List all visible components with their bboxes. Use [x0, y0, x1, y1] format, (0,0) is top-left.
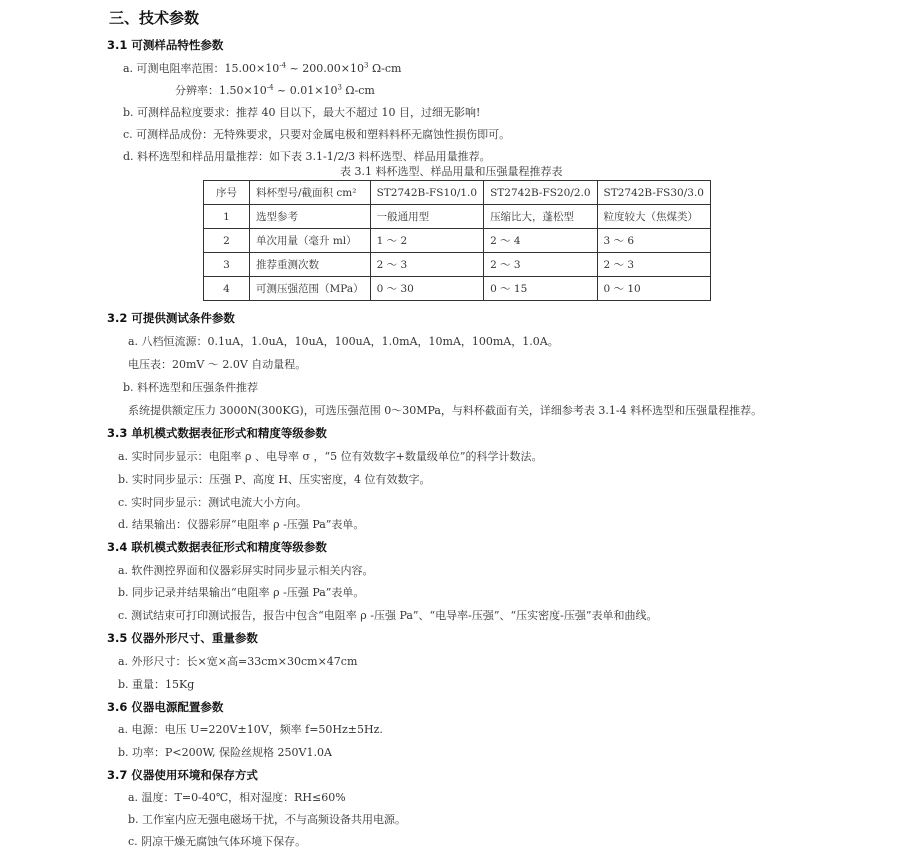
table-cell: 0 ～ 15 — [484, 277, 597, 301]
pressure-condition-line: b. 料杯选型和压强条件推荐 — [123, 381, 259, 394]
current-source-line: a. 八档恒流源：0.1uA，1.0uA，10uA，100uA，1.0mA，10mA，100mA，1.0A。 — [128, 335, 559, 348]
table-row — [204, 253, 711, 277]
section-title: 三、技术参数 — [109, 9, 200, 27]
heading-3-4: 3.4 联机模式数据表征形式和精度等级参数 — [107, 540, 327, 554]
table-header-cell: 料杯型号/截面积 cm² — [250, 181, 371, 205]
cup-selection-line: d. 料杯选型和样品用量推荐：如下表 3.1-1/2/3 料杯选型、样品用量推荐。 — [123, 150, 491, 163]
weight-line: b. 重量：15Kg — [118, 678, 195, 691]
power-supply-line: a. 电源：电压 U=220V±10V，频率 f=50Hz±5Hz. — [118, 723, 383, 736]
table-cell: 2 ～ 3 — [484, 253, 597, 277]
power-rating-line: b. 功率：P<200W, 保险丝规格 250V1.0A — [118, 746, 332, 759]
table-header-row — [204, 181, 711, 205]
heading-3-6: 3.6 仪器电源配置参数 — [107, 700, 224, 714]
table-cell: 4 — [204, 277, 250, 301]
standalone-display-c: c. 实时同步显示：测试电流大小方向。 — [118, 496, 308, 509]
storage-line: c. 阴凉干燥无腐蚀气体环境下保存。 — [128, 835, 307, 848]
table-cell: 压缩比大，蓬松型 — [484, 205, 597, 229]
interference-line: b. 工作室内应无强电磁场干扰，不与高频设备共用电源。 — [128, 813, 407, 826]
table-row — [204, 205, 711, 229]
table-cell: 粒度较大（焦煤类） — [597, 205, 710, 229]
table-cell: 2 ～ 3 — [597, 253, 710, 277]
online-report-c: c. 测试结束可打印测试报告，报告中包含“电阻率 ρ -压强 Pa”、“电导率-压强”、“压实密度-压强”表单和曲线。 — [118, 609, 658, 622]
heading-3-7: 3.7 仪器使用环境和保存方式 — [107, 768, 258, 782]
heading-3-1: 3.1 可测样品特性参数 — [107, 38, 224, 52]
table-cell: 1 ～ 2 — [370, 229, 483, 253]
heading-3-5: 3.5 仪器外形尺寸、重量参数 — [107, 631, 258, 645]
resolution-line: 分辨率：$1.50\times 10^{-4}$ ~ $0.01\times 10^3$ Ω-cm — [175, 83, 375, 97]
table-cell: 3 — [204, 253, 250, 277]
table-row — [204, 229, 711, 253]
table-cell: 3 ～ 6 — [597, 229, 710, 253]
table-header-cell: 序号 — [204, 181, 250, 205]
table-cell: 一般通用型 — [370, 205, 483, 229]
voltmeter-line: 电压表：20mV ～ 2.0V 自动量程。 — [128, 358, 307, 371]
system-pressure-line: 系统提供额定压力 3000N(300KG)，可选压强范围 0～30MPa，与料杯截面有关，详细参考表 3.1-4 料杯选型和压强量程推荐。 — [128, 404, 763, 417]
table-cell: 0 ～ 10 — [597, 277, 710, 301]
table-cell: 2 ～ 4 — [484, 229, 597, 253]
table-cell: 2 ～ 3 — [370, 253, 483, 277]
table-cell: 单次用量（毫升 ml） — [250, 229, 371, 253]
standalone-display-a: a. 实时同步显示：电阻率 ρ 、电导率 σ ，“5 位有效数字+数量级单位”的科学计数法。 — [118, 450, 543, 463]
table-header-cell: ST2742B-FS30/3.0 — [597, 181, 710, 205]
online-display-a: a. 软件测控界面和仪器彩屏实时同步显示相关内容。 — [118, 564, 374, 577]
spec-table — [203, 180, 711, 301]
table-cell: 推荐重测次数 — [250, 253, 371, 277]
heading-3-2: 3.2 可提供测试条件参数 — [107, 311, 235, 325]
online-record-b: b. 同步记录并结果输出“电阻率 ρ -压强 Pa”表单。 — [118, 586, 365, 599]
dimensions-line: a. 外形尺寸：长×宽×高=33cm×30cm×47cm — [118, 655, 358, 668]
resistivity-range-line: a. 可测电阻率范围：$15.00\times 10^{-4}$ ~ $200.00\times 10^3$ Ω-cm — [123, 61, 402, 75]
table-row — [204, 277, 711, 301]
composition-line: c. 可测样品成份：无特殊要求，只要对金属电极和塑料料杯无腐蚀性损伤即可。 — [123, 128, 511, 141]
table-cell: 0 ～ 30 — [370, 277, 483, 301]
table-cell: 2 — [204, 229, 250, 253]
table-header-cell: ST2742B-FS20/2.0 — [484, 181, 597, 205]
temperature-line: a. 温度：T=0-40℃，相对湿度：RH≤60% — [128, 791, 346, 804]
standalone-output-d: d. 结果输出：仪器彩屏“电阻率 ρ -压强 Pa”表单。 — [118, 518, 365, 531]
table-header-cell: ST2742B-FS10/1.0 — [370, 181, 483, 205]
table-cell: 可测压强范围（MPa） — [250, 277, 371, 301]
standalone-display-b: b. 实时同步显示：压强 P、高度 H、压实密度，4 位有效数字。 — [118, 473, 431, 486]
table-cell: 选型参考 — [250, 205, 371, 229]
granularity-line: b. 可测样品粒度要求：推荐 40 目以下，最大不超过 10 目，过细无影响! — [123, 106, 481, 119]
table-cell: 1 — [204, 205, 250, 229]
heading-3-3: 3.3 单机模式数据表征形式和精度等级参数 — [107, 426, 327, 440]
table-caption: 表 3.1 料杯选型、样品用量和压强量程推荐表 — [340, 165, 563, 178]
